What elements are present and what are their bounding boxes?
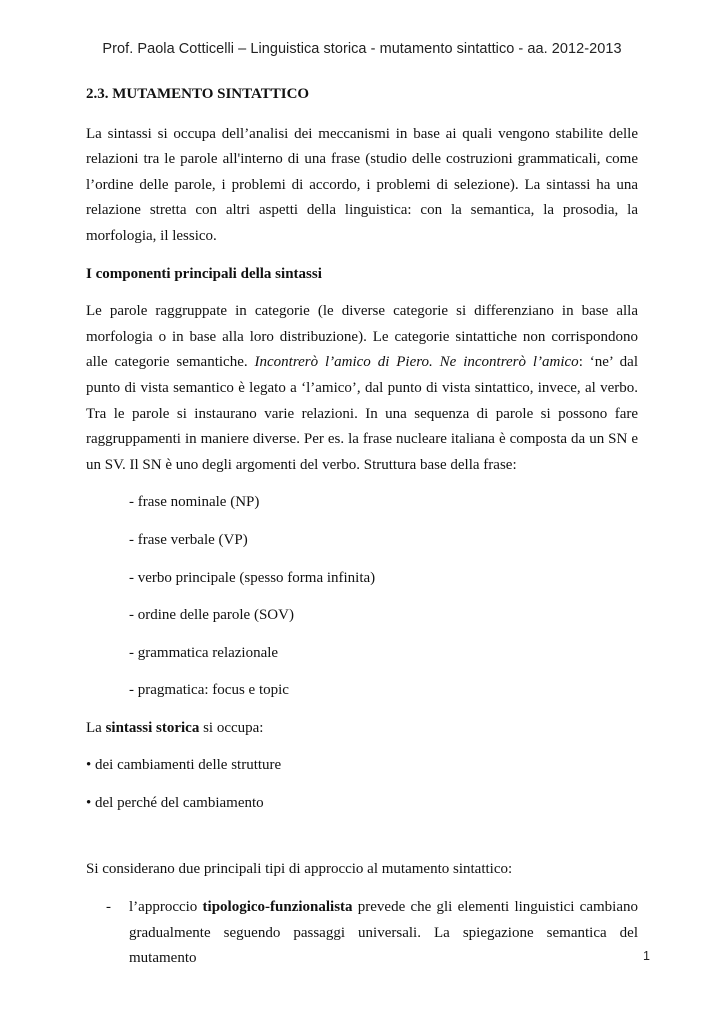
- historical-syntax-line: [86, 716, 638, 742]
- section-title: 2.3. MUTAMENTO SINTATTICO: [86, 86, 310, 102]
- approaches-intro: Si considerano due principali tipi di approccio al mutamento sintattico:: [86, 860, 513, 877]
- intro-paragraph: La sintassi si occupa dell’analisi dei meccanismi in base ai quali vengono stabilite delle relazioni tra le parole all'interno di una frase (studio delle costruzioni grammaticali, come l’ordine delle parole, i problemi di accordo, i problemi di selezione). La sintassi ha una relazione stretta con altri aspetti della linguistica: con la semantica, la prosodia, la morfologia, il lessico.: [86, 125, 638, 244]
- structure-item: - frase nominale (NP): [129, 494, 260, 511]
- document-body: [86, 82, 638, 972]
- historical-syntax-term: sintassi storica: [105, 719, 200, 736]
- historical-item: • del perché del cambiamento: [86, 795, 264, 812]
- historical-prefix: La: [86, 719, 106, 736]
- blank-line: [86, 817, 638, 845]
- approach-text: [129, 895, 638, 972]
- components-text-part1: Le parole raggruppate in categorie (le diverse categorie si differenziano in base alla morfologia o in base alla loro distribuzione). Le categorie sintattiche non corrispondono alle categorie semantiche.: [86, 303, 638, 371]
- structure-item: - grammatica relazionale: [129, 644, 279, 661]
- list-dash: -: [106, 899, 111, 916]
- historical-item: • dei cambiamenti delle strutture: [86, 757, 282, 774]
- approach-item: [86, 895, 638, 972]
- components-text-part2: : ‘ne’ dal punto di vista semantico è legato a ‘l’amico’, dal punto di vista sintattico, invece, al verbo. Tra le parole si instaurano varie relazioni. In una sequenza di parole si possono fare raggruppamenti in maniere diverse. Per es. la frase nucleare italiana è composta da un SN e un SV. Il SN è uno degli argomenti del verbo. Struttura base della frase:: [86, 354, 638, 473]
- structure-item: - ordine delle parole (SOV): [129, 607, 294, 624]
- components-heading: I componenti principali della sintassi: [86, 265, 322, 282]
- approaches-list: [86, 895, 638, 972]
- approach-suffix: prevede che gli elementi linguistici cambiano gradualmente seguendo passaggi universali. La spiegazione semantica del mutamento: [129, 899, 638, 967]
- structure-item: - verbo principale (spesso forma infinita): [129, 569, 376, 586]
- structure-item: - pragmatica: focus e topic: [129, 682, 289, 699]
- approach-prefix: l’approccio: [129, 899, 203, 916]
- components-paragraph: [86, 299, 638, 478]
- example-sentence: Incontrerò l’amico di Piero. Ne incontrerò l’amico: [254, 354, 579, 371]
- page-header: Prof. Paola Cotticelli – Linguistica storica - mutamento sintattico - aa. 2012-2013: [102, 41, 622, 57]
- page-number: 1: [643, 949, 650, 963]
- historical-suffix: si occupa:: [199, 719, 264, 736]
- approach-term: tipologico-funzionalista: [202, 899, 353, 916]
- structure-item: - frase verbale (VP): [129, 531, 248, 548]
- structure-list: [86, 490, 638, 704]
